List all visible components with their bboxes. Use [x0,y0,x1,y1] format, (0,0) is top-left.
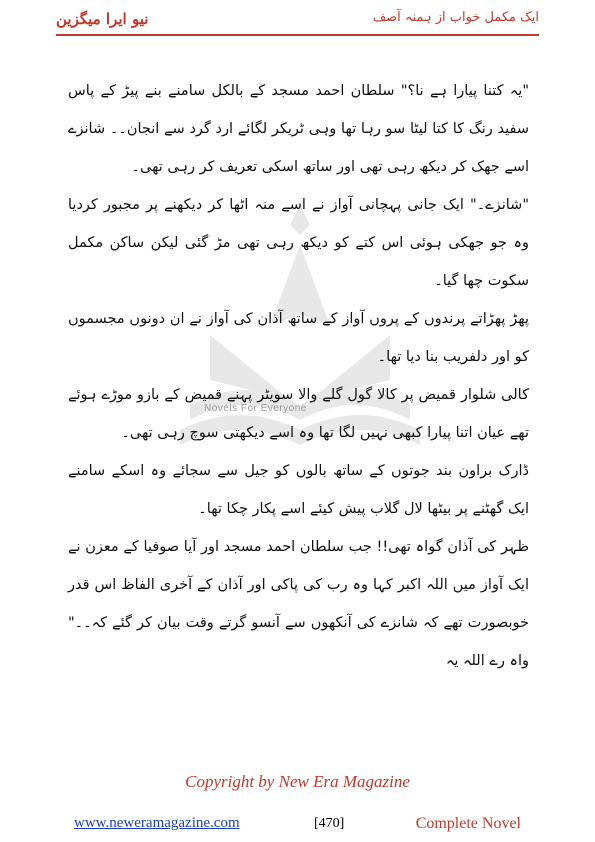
paragraph: ظہر کی آذان گواہ تھی!! جب سلطان احمد مسجد اور آیا صوفیا کے معزن نے ایک آواز میں اللہ اکبر کہا وہ رب کی پاکی اور آذان کے آخری الفاظ اس قدر خوبصورت تھے کہ شانزے کی آنکھوں سے آنسو گرتے وقت بیان کر گئے کہ۔۔" واہ رے اللہ یہ [68,539,529,669]
watermark-text: Novels For Everyone [204,403,307,414]
page-number: [470] [314,816,345,831]
story-text [68,72,529,680]
magazine-name: نیو ایرا میگزین [56,10,149,28]
copyright-notice: Copyright by New Era Magazine [185,772,410,791]
paragraph: ڈارک براون بند جوتوں کے ساتھ بالوں کو جیل سے سجائے وہ اسکے سامنے ایک گھٹنے پر بیٹھا لال گلاب پیش کیئے اسے پکار چکا تھا۔ [68,463,529,517]
page-footer [74,815,521,837]
page-header [56,8,539,36]
novel-title: ایک مکمل خواب از ہمنہ آصف [372,10,539,25]
paragraph: پھڑ پھڑاتے پرندوں کے پروں آواز کے ساتھ آذان کی آواز نے ان دونوں مجسموں کو اور دلفریب بنا دیا تھا۔ [68,311,529,365]
paragraph: کالی شلوار قمیض پر کالا گول گلے والا سویٹر پہنے قمیض کے بازو موڑے ہوئے تھے عیان اتنا پیارا کبھی نہیں لگا تھا وہ اسے دیکھتی سوچ رہی تھی۔ [68,387,529,441]
footer-label: Complete Novel [415,815,521,832]
paragraph: "یہ کتنا پیارا ہے نا؟" سلطان احمد مسجد کے بالکل سامنے بنے پیڑ کے پاس سفید رنگ کا کتا لیٹا سو رہا تھا وہی ٹریکر لگائے ارد گرد سے انجان۔۔ شانزے اسے جھک کر دیکھ رہی تھی اور ساتھ اسکی تعریف کر رہی تھی۔ [68,83,529,175]
website-link[interactable]: www.neweramagazine.com [74,815,240,831]
paragraph: "شانزے۔" ایک جانی پہچانی آواز نے اسے منہ اٹھا کر دیکھنے پر مجبور کردیا وہ جو جھکی ہوئی اس کتے کو دیکھ رہی تھی مڑ گئی لیکن ساکن مکمل سکوت چھا گیا۔ [68,197,529,289]
